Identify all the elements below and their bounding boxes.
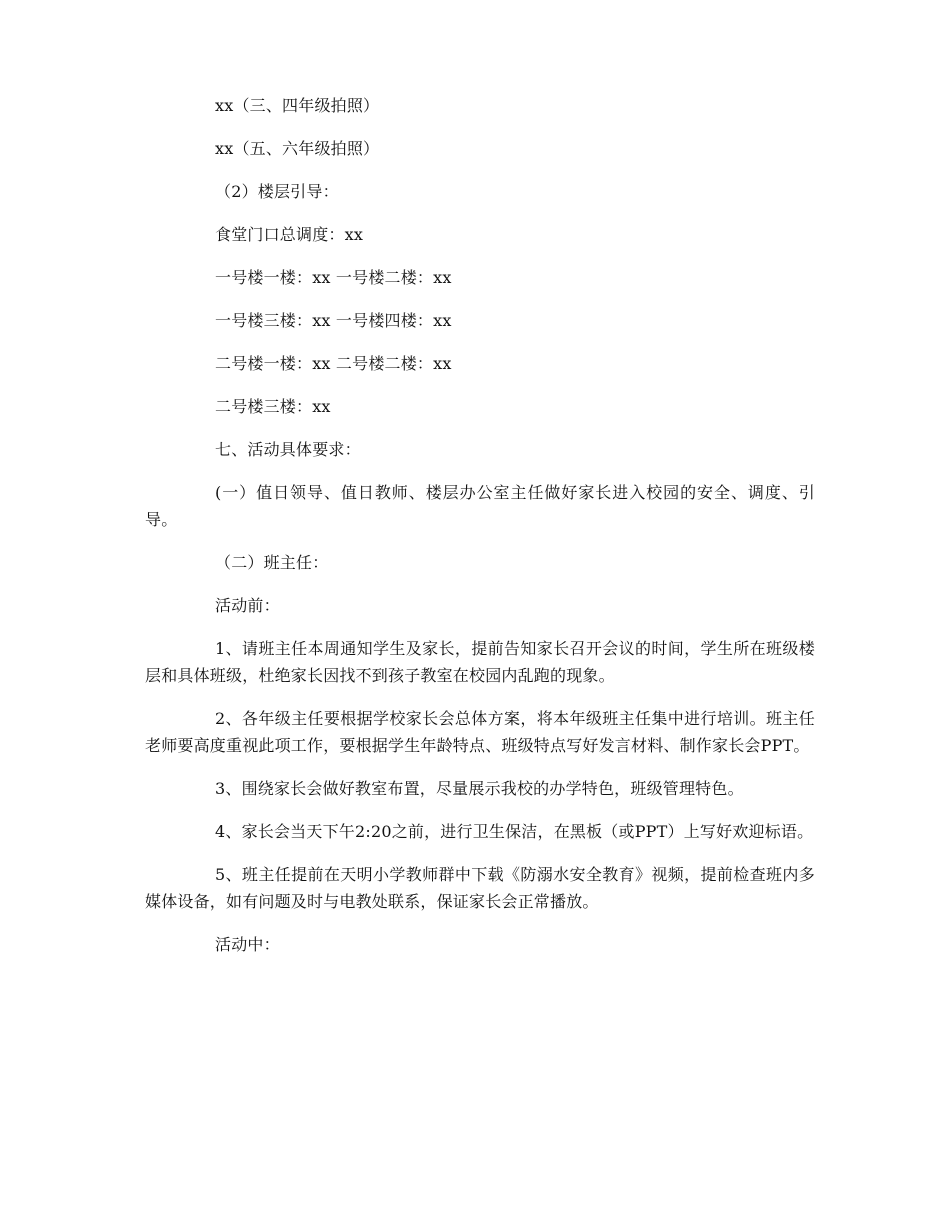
- before-item-1: 1、请班主任本周通知学生及家长，提前告知家长召开会议的时间，学生所在班级楼层和具体班级，杜绝家长因找不到孩子教室在校园内乱跑的现象。: [145, 639, 815, 685]
- before-activity-heading: 活动前：: [215, 596, 280, 615]
- photo-grade-3-4: xx（三、四年级拍照）: [215, 96, 380, 115]
- before-item-4: 4、家长会当天下午2:20之前，进行卫生保洁，在黑板（或PPT）上写好欢迎标语。: [215, 822, 814, 841]
- requirement-duty-leaders: (一）值日领导、值日教师、楼层办公室主任做好家长进入校园的安全、调度、引导。: [145, 483, 815, 529]
- during-activity-heading: 活动中：: [215, 935, 280, 954]
- building-2-floor-3: 二号楼三楼：xx: [215, 397, 331, 416]
- before-item-5: 5、班主任提前在天明小学教师群中下载《防溺水安全教育》视频，提前检查班内多媒体设备，如有问题及时与电教处联系，保证家长会正常播放。: [145, 865, 815, 911]
- before-item-3: 3、围绕家长会做好教室布置，尽量展示我校的办学特色，班级管理特色。: [215, 779, 744, 798]
- canteen-dispatcher: 食堂门口总调度：xx: [215, 225, 364, 244]
- section-requirements-heading: 七、活动具体要求：: [215, 440, 361, 459]
- class-teacher-heading: （二）班主任：: [215, 553, 329, 572]
- before-item-2: 2、各年级主任要根据学校家长会总体方案，将本年级班主任集中进行培训。班主任老师要高度重视此项工作，要根据学生年龄特点、班级特点写好发言材料、制作家长会PPT。: [145, 709, 815, 755]
- building-1-floors-3-4: 一号楼三楼：xx 一号楼四楼：xx: [215, 311, 452, 330]
- building-1-floors-1-2: 一号楼一楼：xx 一号楼二楼：xx: [215, 268, 452, 287]
- photo-grade-5-6: xx（五、六年级拍照）: [215, 139, 380, 158]
- building-2-floors-1-2: 二号楼一楼：xx 二号楼二楼：xx: [215, 354, 452, 373]
- document-body: [145, 92, 815, 974]
- floor-guide-heading: （2）楼层引导：: [215, 182, 339, 201]
